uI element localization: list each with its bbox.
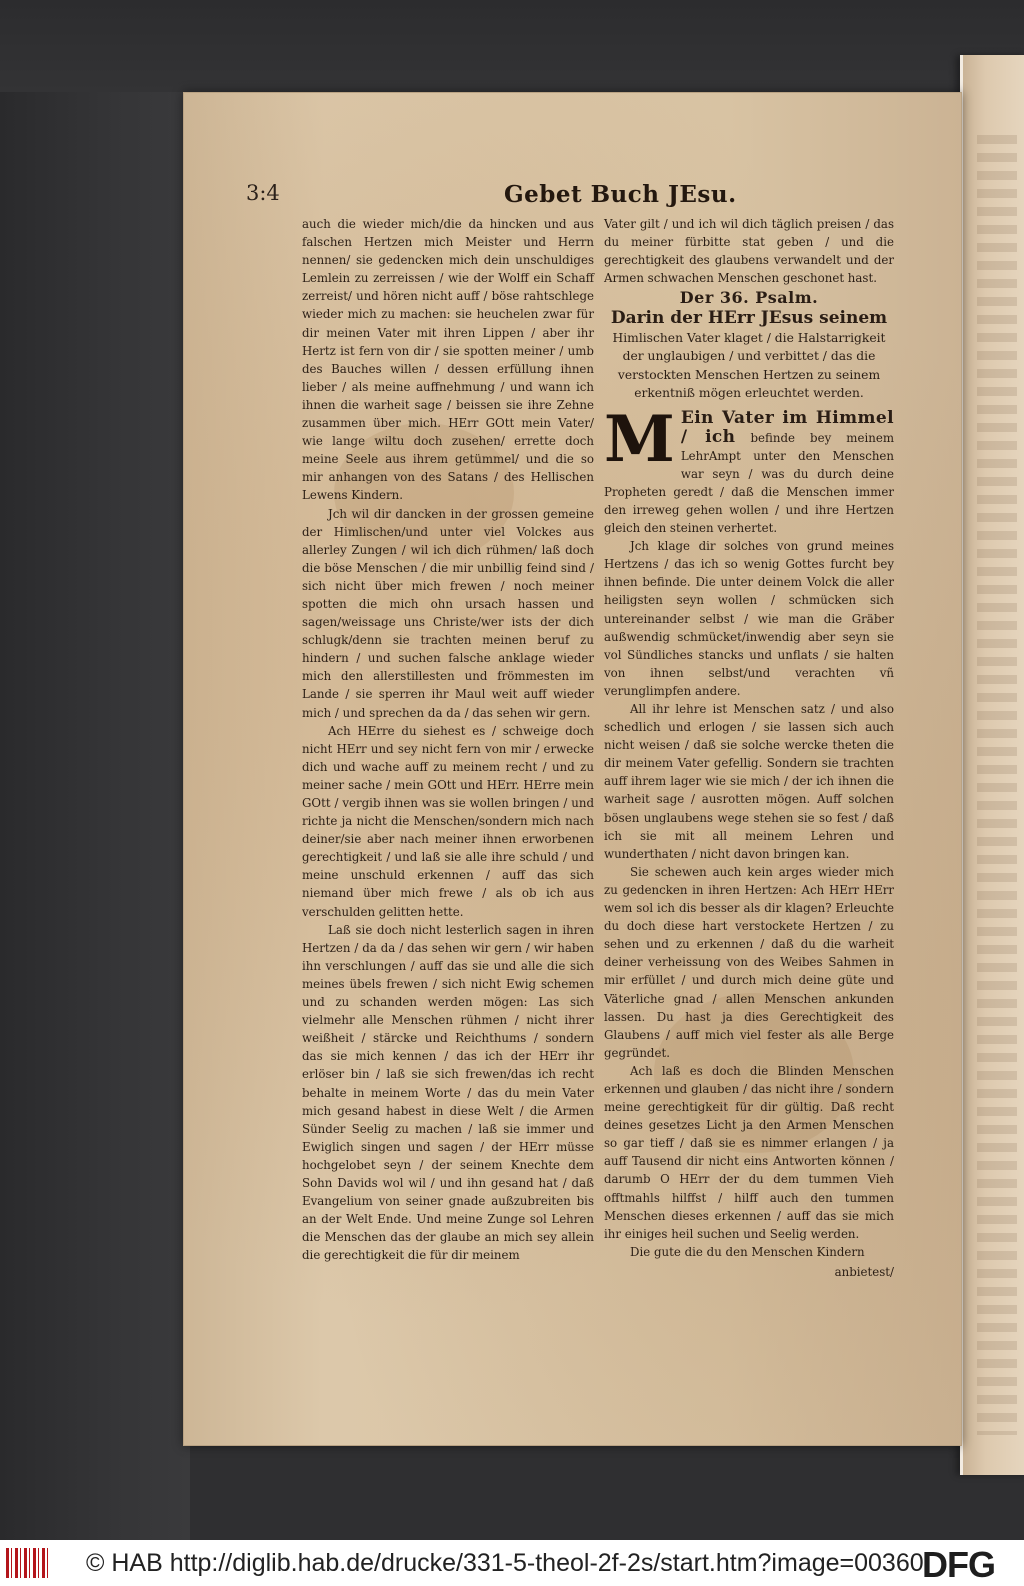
footer-bar bbox=[0, 1540, 1024, 1586]
dfg-logo: DFG bbox=[922, 1544, 995, 1585]
opening-text: befinde bey meinem LehrAmpt unter den Menschen war seyn / was du durch deine Propheten geredt / daß die Menschen immer den irreweg gehen wollen / und ihre Hertzen gleich den steinen verhertet. bbox=[604, 430, 895, 536]
running-title: Gebet Buch JEsu. bbox=[504, 181, 737, 208]
paragraph: Vater gilt / und ich wil dich täglich preisen / das du meiner fürbitte stat geben / und die gerechtigkeit des glaubens verwandelt und der Armen schwachen Menschen geschonet hast. bbox=[604, 217, 894, 286]
opening-line: Ein Vater im Himmel / ich bbox=[680, 407, 894, 447]
psalm-opening bbox=[604, 401, 895, 538]
adjacent-page-ghost-text bbox=[977, 135, 1017, 1435]
paragraph: auch die wieder mich/die da hincken und aus falschen Hertzen mich Meister und Herrn nennen/ sie gedencken mich dein unschuldiges Lemlein zu zerreissen / wie der Wolff ein Schaff zerreist/ und hören nicht auff / böse rahtschlege wieder mich zu machen: sie heuchelen zwar für dir meinen Vater mit ihren Lippen / aber ihr Hertz ist fern von dir / sie spotten meiner / umb des Bauches willen / dessen erfüllung ihnen lieber / als meine auffnehmung / und wann ich ihnen die warheit sage / beissen sie ihre Zehne zusammen über mich. HErr GOtt mein Vater/ wie lange wiltu doch zusehen/ errette doch meine Seele aus ihrem getümmel/ und die so mir anhangen von des Satans / des Hellischen Lewens Kindern. bbox=[302, 217, 594, 503]
paragraph: Laß sie doch nicht lesterlich sagen in ihren Hertzen / da da / das sehen wir gern / wir haben ihn verschlungen / auff das sie und alle die sich meines übels frewen / sich nicht Ewig schemen und zu schanden werden mögen: Las sich vielmehr alle Menschen rühmen / nicht ihrer weißheit / stärcke und Reichthums / sondern das sie mich kennen / das ich der HErr ihr erlöser bin / laß sie sich frewen/das ich recht behalte in meinem Worte / das du mein Vater mich gesand habest in diese Welt / die Armen Sünder Seelig zu machen / laß sie immer und Ewiglich singen und sagen / der HErr müsse hochgelobet seyn / der seinem Knechte dem Sohn Davids wol wil / und ihn gesand hat / daß Evangelium von seiner gnade außzubreiten bis an der Welt Ende. Und meine Zunge sol Lehren die Menschen das der glaube an mich sey allein die gerechtigkeit die für dir meinem bbox=[302, 922, 594, 1263]
paragraph: Die gute die du den Menschen Kindern bbox=[630, 1244, 865, 1259]
psalm-summary-lead: Darin der HErr JEsus seinem bbox=[610, 308, 888, 329]
drop-capital: M bbox=[604, 401, 675, 477]
barcode-icon bbox=[6, 1548, 48, 1578]
psalm-summary-text: Himlischen Vater klaget / die Halstarrigkeit der unglaubigen / und verbittet / das die verstockten Menschen Hertzen zu seinem erkentniß mögen erleuchtet werden. bbox=[612, 330, 886, 401]
scanner-background-top bbox=[0, 0, 1024, 92]
page-number: 3:4 bbox=[246, 181, 280, 205]
scanned-page bbox=[183, 92, 962, 1446]
running-head bbox=[184, 181, 961, 215]
psalm-heading: Der 36. Psalm. bbox=[679, 288, 819, 308]
copyright-link[interactable]: © HAB http://diglib.hab.de/drucke/331-5-theol-2f-2s/start.htm?image=00360 bbox=[86, 1549, 924, 1577]
adjacent-page-edge bbox=[960, 55, 1024, 1475]
paragraph: Ach laß es doch die Blinden Menschen erkennen und glauben / das nicht ihre / sondern meine gerechtigkeit für dir gültig. Daß recht deines gesetzes Licht ja den Armen Menschen so gar tieff / daß sie es nimmer erlangen / ja auff Tausend dir nicht eins Antworten können / darumb O HErr der du dem tummen Vieh offtmahls hilffst / hilff auch den tummen Menschen dieses erkennen / auff das sie mich ihr einiges heil suchen und Seelig werden. bbox=[604, 1063, 894, 1241]
left-column bbox=[302, 215, 594, 1264]
paragraph: Ach HErre du siehest es / schweige doch nicht HErr und sey nicht fern von mir / erwecke dich und wache auff zu meinem recht / und zu meiner sache / mein GOtt und HErr. HErre mein GOtt / vergib ihnen was sie wollen bringen / und richte ja nicht die Menschen/sondern mich nach deiner/sie aber nach meiner ihnen erworbenen gerechtigkeit / und laß sie alle ihre schuld / und meine unschuld erkennen / auff das sich niemand über mich frewe / als ob ich aus verschulden gelitten hette. bbox=[302, 723, 594, 919]
paragraph: Jch klage dir solches von grund meines Hertzens / das ich so wenig Gottes furcht bey ihnen befinde. Die unter deinem Volck die aller heiligsten seyn wollen / schmücken sich untereinander selbst / wie man die Gräber außwendig schmücket/inwendig aber seyn sie vol Sündliches stancks und unflats / sie halten von ihnen selbst/und verachten vñ verunglimpfen andere. bbox=[604, 539, 894, 698]
paragraph: Sie schewen auch kein arges wieder mich zu gedencken in ihren Hertzen: Ach HErr HErr wem sol ich dis besser als dir klagen? Erleuchte du doch diese hart verstockete Hertzen / zu sehen und zu erkennen / daß du die warheit deiner verheissung von des Weibes Sahmen in mir erfüllet / und durch mich deine güte und Väterliche gnad / allen Menschen ankunden lassen. Du hast ja dies Gerechtigkeit des Glaubens / auff mich viel fester als alle Berge gegründet. bbox=[604, 864, 894, 1060]
paragraph: Jch wil dir dancken in der grossen gemeine der Himlischen/und unter viel Volckes aus allerley Zungen / wil ich dich rühmen/ laß doch die böse Menschen / die mir unbillig feind sind / sich nicht über mich frewen / noch meiner spotten die mich ohn ursach hassen und sagen/weissage uns Christe/wer ists der dich schlugk/denn sie trachten meinen beruf zu hindern / und suchen falsche anklage wieder mich den allerstillesten und frömmesten im Lande / sie sperren ihr Maul weit auff wieder mich / und sprechen da da / das sehen wir gern. bbox=[302, 506, 594, 720]
scanner-background bbox=[0, 0, 190, 1540]
paragraph: All ihr lehre ist Menschen satz / und also schedlich und erlogen / sie lassen sich auch nicht weisen / daß sie solche wercke theten die dir meinem Vater gefellig. Sondern sie trachten auff ihrem lager wie sie mich / der ich ihnen die warheit sage / ausrotten mögen. Auff solchen bösen unglaubens wege stehen sie so fest / daß ich sie mit all meinem Lehren und wunderthaten / nicht davon bringen kan. bbox=[604, 702, 894, 861]
right-column bbox=[604, 215, 894, 1281]
psalm-summary bbox=[604, 309, 894, 402]
catchword: anbietest/ bbox=[834, 1264, 894, 1279]
